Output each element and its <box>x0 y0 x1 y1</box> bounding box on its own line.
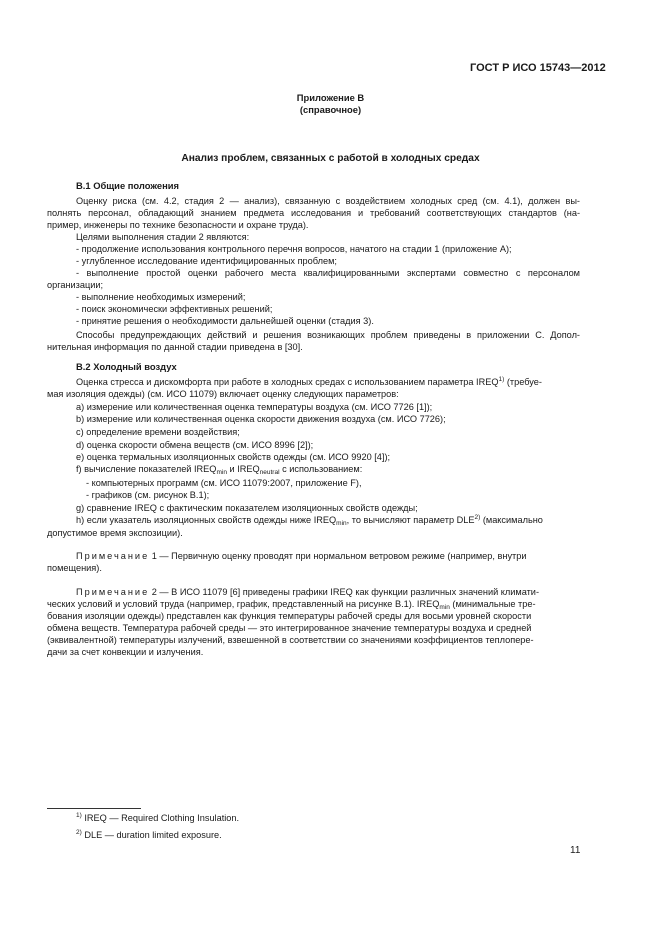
b2-item-f1: - компьютерных программ (см. ИСО 11079:2007, приложение F), <box>86 478 362 488</box>
b1-goal-item: - выполнение простой оценки рабочего места квалифицированными экспертами совместно с персоналом <box>76 268 580 278</box>
main-title: Анализ проблем, связанных с работой в холодных средах <box>181 153 480 164</box>
b1-goals-intro: Целями выполнения стадии 2 являются: <box>76 232 250 242</box>
b2-item-d: d) оценка скорости обмена веществ (см. ИСО 8996 [2]); <box>76 440 314 450</box>
b2-item-b: b) измерение или количественная оценка скорости движения воздуха (см. ИСО 7726); <box>76 414 446 424</box>
b1-p2-line2: нительная информация по данной стадии приведена в [30]. <box>47 342 303 352</box>
note-1-label: Примечание <box>76 551 150 561</box>
page-number: 11 <box>570 845 581 856</box>
b2-item-e: e) оценка термальных изоляционных свойств одежды (см. ИСО 9920 [4]); <box>76 452 391 462</box>
note-2-line5: (эквивалентной) температуры излучений, взвешенной в соответствии со значениями коэффициентов теплопере- <box>47 635 534 645</box>
note-2-line6: дачи за счет конвекции и излучения. <box>47 647 204 657</box>
annex-title: Приложение В <box>296 92 365 103</box>
annex-subtitle: (справочное) <box>299 104 362 115</box>
b2-item-g: g) сравнение IREQ с фактическим показателем изоляционных свойств одежды; <box>76 503 418 513</box>
b1-p1-line3: пример, инженеры по технике безопасности и охране труда). <box>47 220 309 230</box>
note-1-line1: Примечание 1 — Первичную оценку проводят при нормальном ветровом режиме (например, внутри <box>76 551 527 561</box>
section-b1-heading: В.1 Общие положения <box>76 180 179 191</box>
footnote-1: $^{1)}$ IREQ — Required Clothing Insulation. <box>76 812 240 823</box>
b2-p1-line1: Оценка стресса и дискомфорта при работе в холодных средах с использованием параметра IREQ$^{1)}$ (требуе- <box>76 376 542 387</box>
footnote-divider <box>47 808 141 809</box>
b1-goal-item: - принятие решения о необходимости дальнейшей оценки (стадия 3). <box>76 316 374 326</box>
b1-goal-item: - продолжение использования контрольного перечня вопросов, начатого на стадии 1 (приложение А); <box>76 244 512 254</box>
note-2-line4: обмена веществ. Температура рабочей среды — это интегрированное значение температуры воздуха и средней <box>47 623 532 633</box>
b2-item-h: h) если указатель изоляционных свойств одежды ниже $IREQ_{min}$, то вычисляют параметр DLE$^{2)}$ (максимально <box>76 514 543 527</box>
section-b2-heading: В.2 Холодный воздух <box>76 361 177 372</box>
b1-p2-line1: Способы предупреждающих действий и решения возникающих проблем приведены в приложении С. Допол- <box>76 330 580 340</box>
note-1-line2: помещения). <box>47 563 102 573</box>
note-2-line3: бования изоляции одежды) представлен как функция температуры рабочей среды для восьми уровней скорости <box>47 611 532 621</box>
b2-item-c: c) определение времени воздействия; <box>76 427 240 437</box>
note-2-line2: ческих условий и условий труда (например, график, представленный на рисунке В.1). $IREQ_{min}$ (минимальные тре- <box>47 599 536 611</box>
note-2-line1: Примечание 2 — В ИСО 11079 [6] приведены графики IREQ как функции различных значений климати- <box>76 587 539 597</box>
b1-goal-item-continued: организации; <box>47 280 104 290</box>
b1-p1-line2: полнять персонал, обладающий знанием предмета исследования и требований соответствующих стандартов (на- <box>47 208 580 218</box>
b1-p1-line1: Оценку риска (см. 4.2, стадия 2 — анализ), связанную с воздействием холодных сред (см. 4.1), должен вы- <box>76 196 580 206</box>
document-id-header: ГОСТ Р ИСО 15743—2012 <box>470 62 606 74</box>
b2-item-a: a) измерение или количественная оценка температуры воздуха (см. ИСО 7726 [1]); <box>76 402 433 412</box>
footnote-2: $^{2)}$ DLE — duration limited exposure. <box>76 829 222 840</box>
note-2-label: Примечание <box>76 587 150 597</box>
b1-goal-item: - поиск экономически эффективных решений; <box>76 304 273 314</box>
b1-goal-item: - углубленное исследование идентифицированных проблем; <box>76 256 337 266</box>
b2-p1-line2: мая изоляция одежды) (см. ИСО 11079) включает оценку следующих параметров: <box>47 389 399 399</box>
b1-goal-item: - выполнение необходимых измерений; <box>76 292 246 302</box>
b2-item-f: f) вычисление показателей $IREQ_{min}$ и $IREQ_{neutral}$ с использованием: <box>76 464 363 476</box>
b2-item-f2: - графиков (см. рисунок В.1); <box>86 490 210 500</box>
b2-item-h-continued: допустимое время экспозиции). <box>47 528 183 538</box>
